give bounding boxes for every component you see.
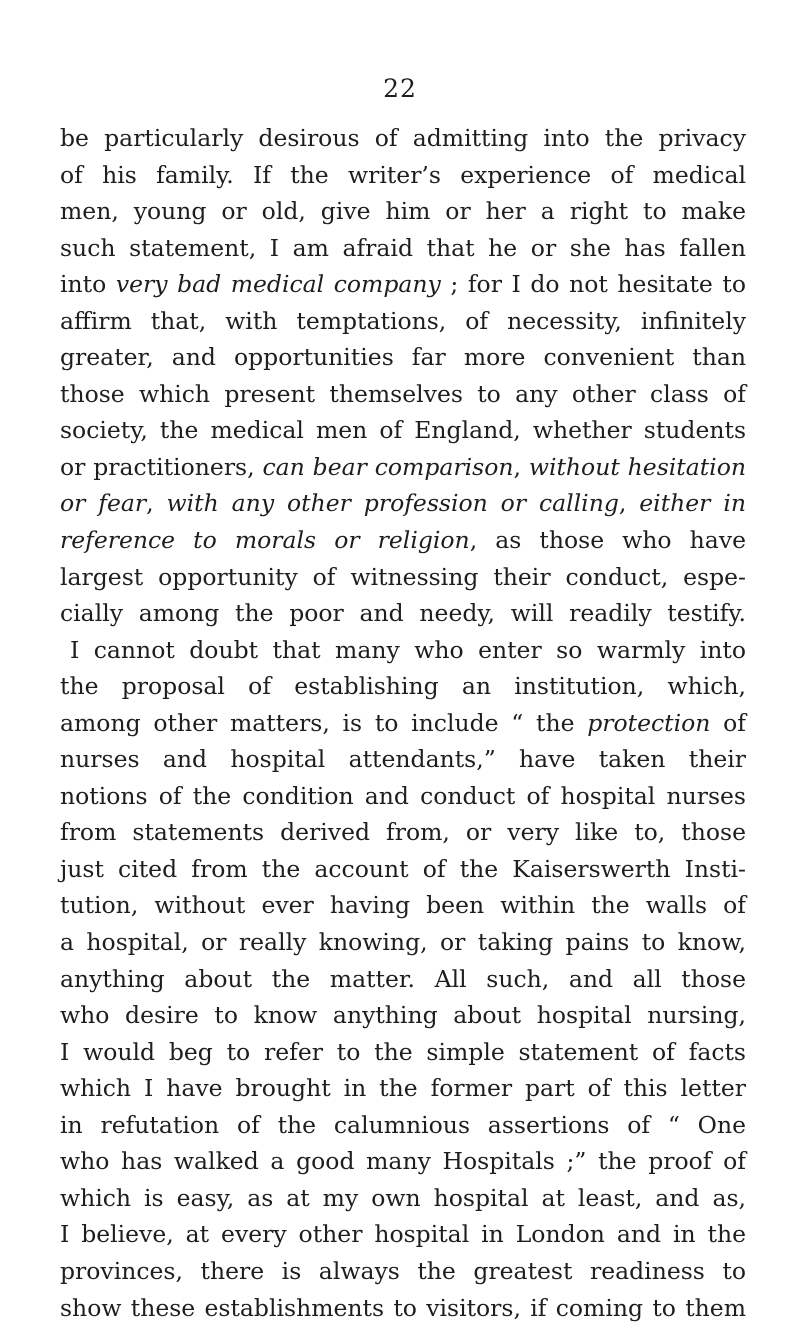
text-line	[60, 1180, 746, 1217]
text-run: society, the medical men of England, whether students	[60, 416, 746, 444]
text-line	[60, 1107, 746, 1144]
text-run: which I have brought in the former part of this letter	[60, 1074, 746, 1102]
text-line	[60, 1290, 746, 1326]
text-run: or practitioners,	[60, 453, 262, 481]
text-line	[60, 741, 746, 778]
text-line	[60, 851, 746, 888]
text-line	[60, 412, 746, 449]
text-run: I would beg to refer to the simple statement of facts	[60, 1038, 746, 1066]
text-run: who has walked a good many Hospitals ;” the proof of	[60, 1147, 746, 1175]
text-run: cially among the poor and needy, will readily testify.	[60, 599, 746, 627]
text-run: who desire to know anything about hospital nursing,	[60, 1001, 746, 1029]
text-run: largest opportunity of witnessing their conduct, espe-	[60, 563, 746, 591]
text-run: into	[60, 270, 116, 298]
text-line	[60, 1070, 746, 1107]
text-line	[60, 120, 746, 157]
text-line	[60, 961, 746, 998]
text-line	[60, 485, 746, 522]
text-run: , as those who have	[470, 526, 746, 554]
text-run: of	[710, 709, 746, 737]
text-run: notions of the condition and conduct of hospital nurses	[60, 782, 746, 810]
text-line	[60, 924, 746, 961]
italic-text: without hesitation	[529, 453, 746, 481]
text-line	[60, 1143, 746, 1180]
italic-text: or fear	[60, 489, 146, 517]
text-line	[60, 778, 746, 815]
text-line	[60, 449, 746, 486]
text-line	[60, 339, 746, 376]
italic-text: with any other profession or calling	[167, 489, 619, 517]
text-run: show these establishments to visitors, if coming to them	[60, 1294, 746, 1322]
text-line	[60, 705, 746, 742]
text-line	[60, 193, 746, 230]
text-line	[60, 814, 746, 851]
text-run: just cited from the account of the Kaiserswerth Insti-	[60, 855, 746, 883]
text-line	[60, 668, 746, 705]
text-line	[60, 887, 746, 924]
text-line	[60, 157, 746, 194]
italic-text: protection	[587, 709, 710, 737]
text-run: the proposal of establishing an institution, which,	[60, 672, 746, 700]
italic-text: can bear comparison	[262, 453, 513, 481]
text-line	[60, 559, 746, 596]
text-line	[60, 266, 746, 303]
text-run: such statement, I am afraid that he or she has fallen	[60, 234, 746, 262]
text-run: ,	[619, 489, 639, 517]
text-line	[60, 997, 746, 1034]
italic-text: very bad medical company	[116, 270, 441, 298]
text-run: provinces, there is always the greatest readiness to	[60, 1257, 746, 1285]
text-line	[60, 303, 746, 340]
text-run: in refutation of the calumnious assertions of “ One	[60, 1111, 746, 1139]
italic-text: reference to morals or religion	[60, 526, 470, 554]
text-line	[60, 522, 746, 559]
text-run: those which present themselves to any other class of	[60, 380, 746, 408]
text-line	[60, 1034, 746, 1071]
italic-text: either in	[639, 489, 746, 517]
text-line	[60, 1253, 746, 1290]
text-run: men, young or old, give him or her a right to make	[60, 197, 746, 225]
text-run: which is easy, as at my own hospital at least, and as,	[60, 1184, 746, 1212]
text-line	[60, 230, 746, 267]
text-run: among other matters, is to include “ the	[60, 709, 587, 737]
page-number: 22	[0, 74, 800, 103]
text-run: from statements derived from, or very like to, those	[60, 818, 746, 846]
text-run: greater, and opportunities far more convenient than	[60, 343, 746, 371]
body-text	[60, 120, 746, 1326]
text-line	[60, 1216, 746, 1253]
text-run: be particularly desirous of admitting into the privacy	[60, 124, 746, 152]
text-run: tution, without ever having been within the walls of	[60, 891, 746, 919]
text-line	[60, 376, 746, 413]
text-line	[60, 595, 746, 632]
text-line	[60, 632, 746, 669]
text-run: affirm that, with temptations, of necessity, infinitely	[60, 307, 746, 335]
text-run: ,	[146, 489, 166, 517]
text-run: I believe, at every other hospital in London and in the	[60, 1220, 746, 1248]
text-run: ,	[513, 453, 528, 481]
text-run: I cannot doubt that many who enter so warmly into	[70, 636, 746, 664]
text-run: ; for I do not hesitate to	[441, 270, 746, 298]
text-run: a hospital, or really knowing, or taking pains to know,	[60, 928, 746, 956]
text-run: nurses and hospital attendants,” have taken their	[60, 745, 746, 773]
text-run: of his family. If the writer’s experience of medical	[60, 161, 746, 189]
text-run: anything about the matter. All such, and all those	[60, 965, 746, 993]
